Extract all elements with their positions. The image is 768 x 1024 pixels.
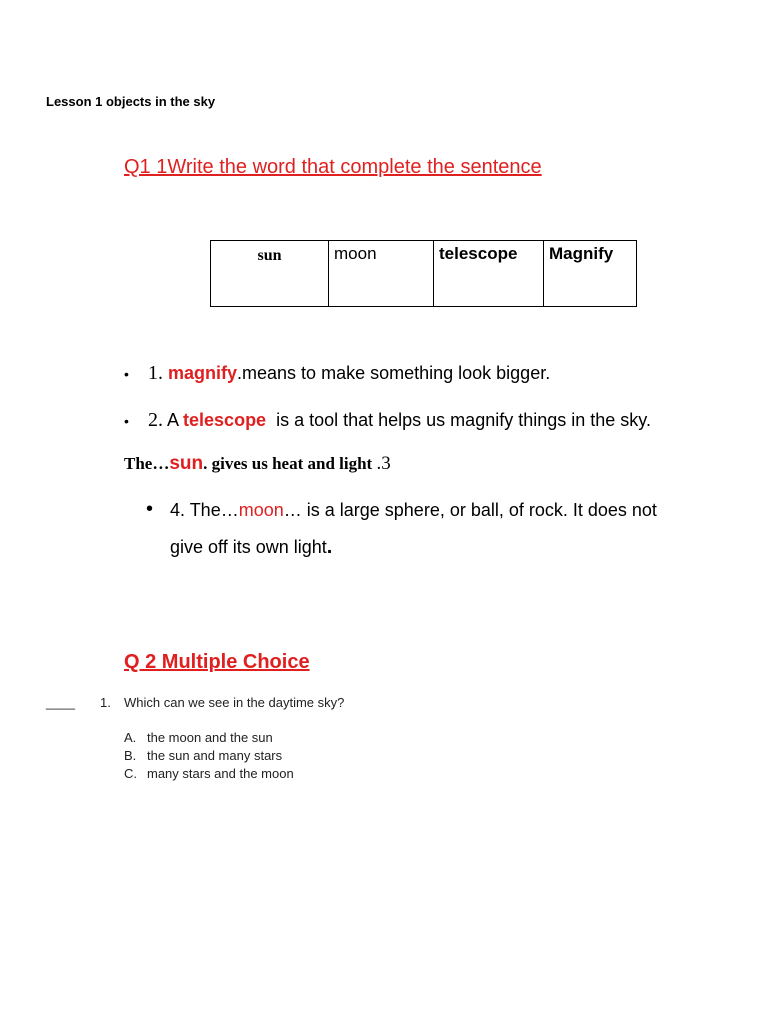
sentence-2 (148, 409, 651, 432)
sentence-4-line-1 (170, 500, 657, 521)
bullet-icon: • (124, 413, 129, 429)
sentence-4-prefix: 4. The… (170, 500, 239, 520)
option-c-text: many stars and the moon (147, 766, 294, 781)
word-bank-cell-magnify: Magnify (544, 241, 637, 307)
word-bank-cell-moon: moon (329, 241, 434, 307)
option-b-letter: B. (124, 748, 137, 763)
sentence-2-text: is a tool that helps us magnify things in the sky. (266, 410, 651, 430)
option-c-letter: C. (124, 766, 137, 781)
sentence-1-number: 1. (148, 362, 163, 384)
sentence-2-answer: telescope (183, 410, 267, 430)
sentence-2-prefix: A (163, 410, 184, 430)
question-text: Which can we see in the daytime sky? (124, 695, 345, 710)
sentence-3-text: . gives us heat and light (203, 454, 377, 473)
q1-heading: Q1 1Write the word that complete the sentence (124, 156, 542, 178)
sentence-4-line-2 (170, 536, 332, 559)
option-a-letter: A. (124, 730, 137, 745)
sentence-1 (148, 362, 550, 385)
question-number: 1. (100, 695, 111, 710)
sentence-1-answer: magnify (168, 363, 238, 383)
sentence-3-answer: sun (169, 453, 204, 474)
answer-blank[interactable]: ____ (46, 695, 75, 710)
sentence-1-text: .means to make something look bigger. (237, 363, 551, 383)
sentence-4-period: . (326, 536, 333, 558)
option-b-text: the sun and many stars (147, 748, 283, 763)
sentence-4-text-2: give off its own light (170, 537, 327, 557)
bullet-icon: • (124, 366, 129, 382)
bullet-icon: • (146, 498, 154, 520)
sentence-3 (124, 453, 391, 475)
sentence-4-text: … is a large sphere, or ball, of rock. It does not (283, 500, 657, 520)
word-bank-table (210, 240, 637, 307)
sentence-3-prefix: The… (124, 454, 170, 473)
lesson-title: Lesson 1 objects in the sky (46, 94, 216, 109)
sentence-2-number: 2. (148, 409, 163, 431)
q2-heading: Q 2 Multiple Choice (124, 651, 310, 673)
option-a-text: the moon and the sun (147, 730, 273, 745)
word-bank-cell-sun: sun (211, 241, 329, 307)
word-bank-cell-telescope: telescope (434, 241, 544, 307)
sentence-3-number: .3 (376, 453, 391, 474)
sentence-4-answer: moon (238, 500, 284, 520)
